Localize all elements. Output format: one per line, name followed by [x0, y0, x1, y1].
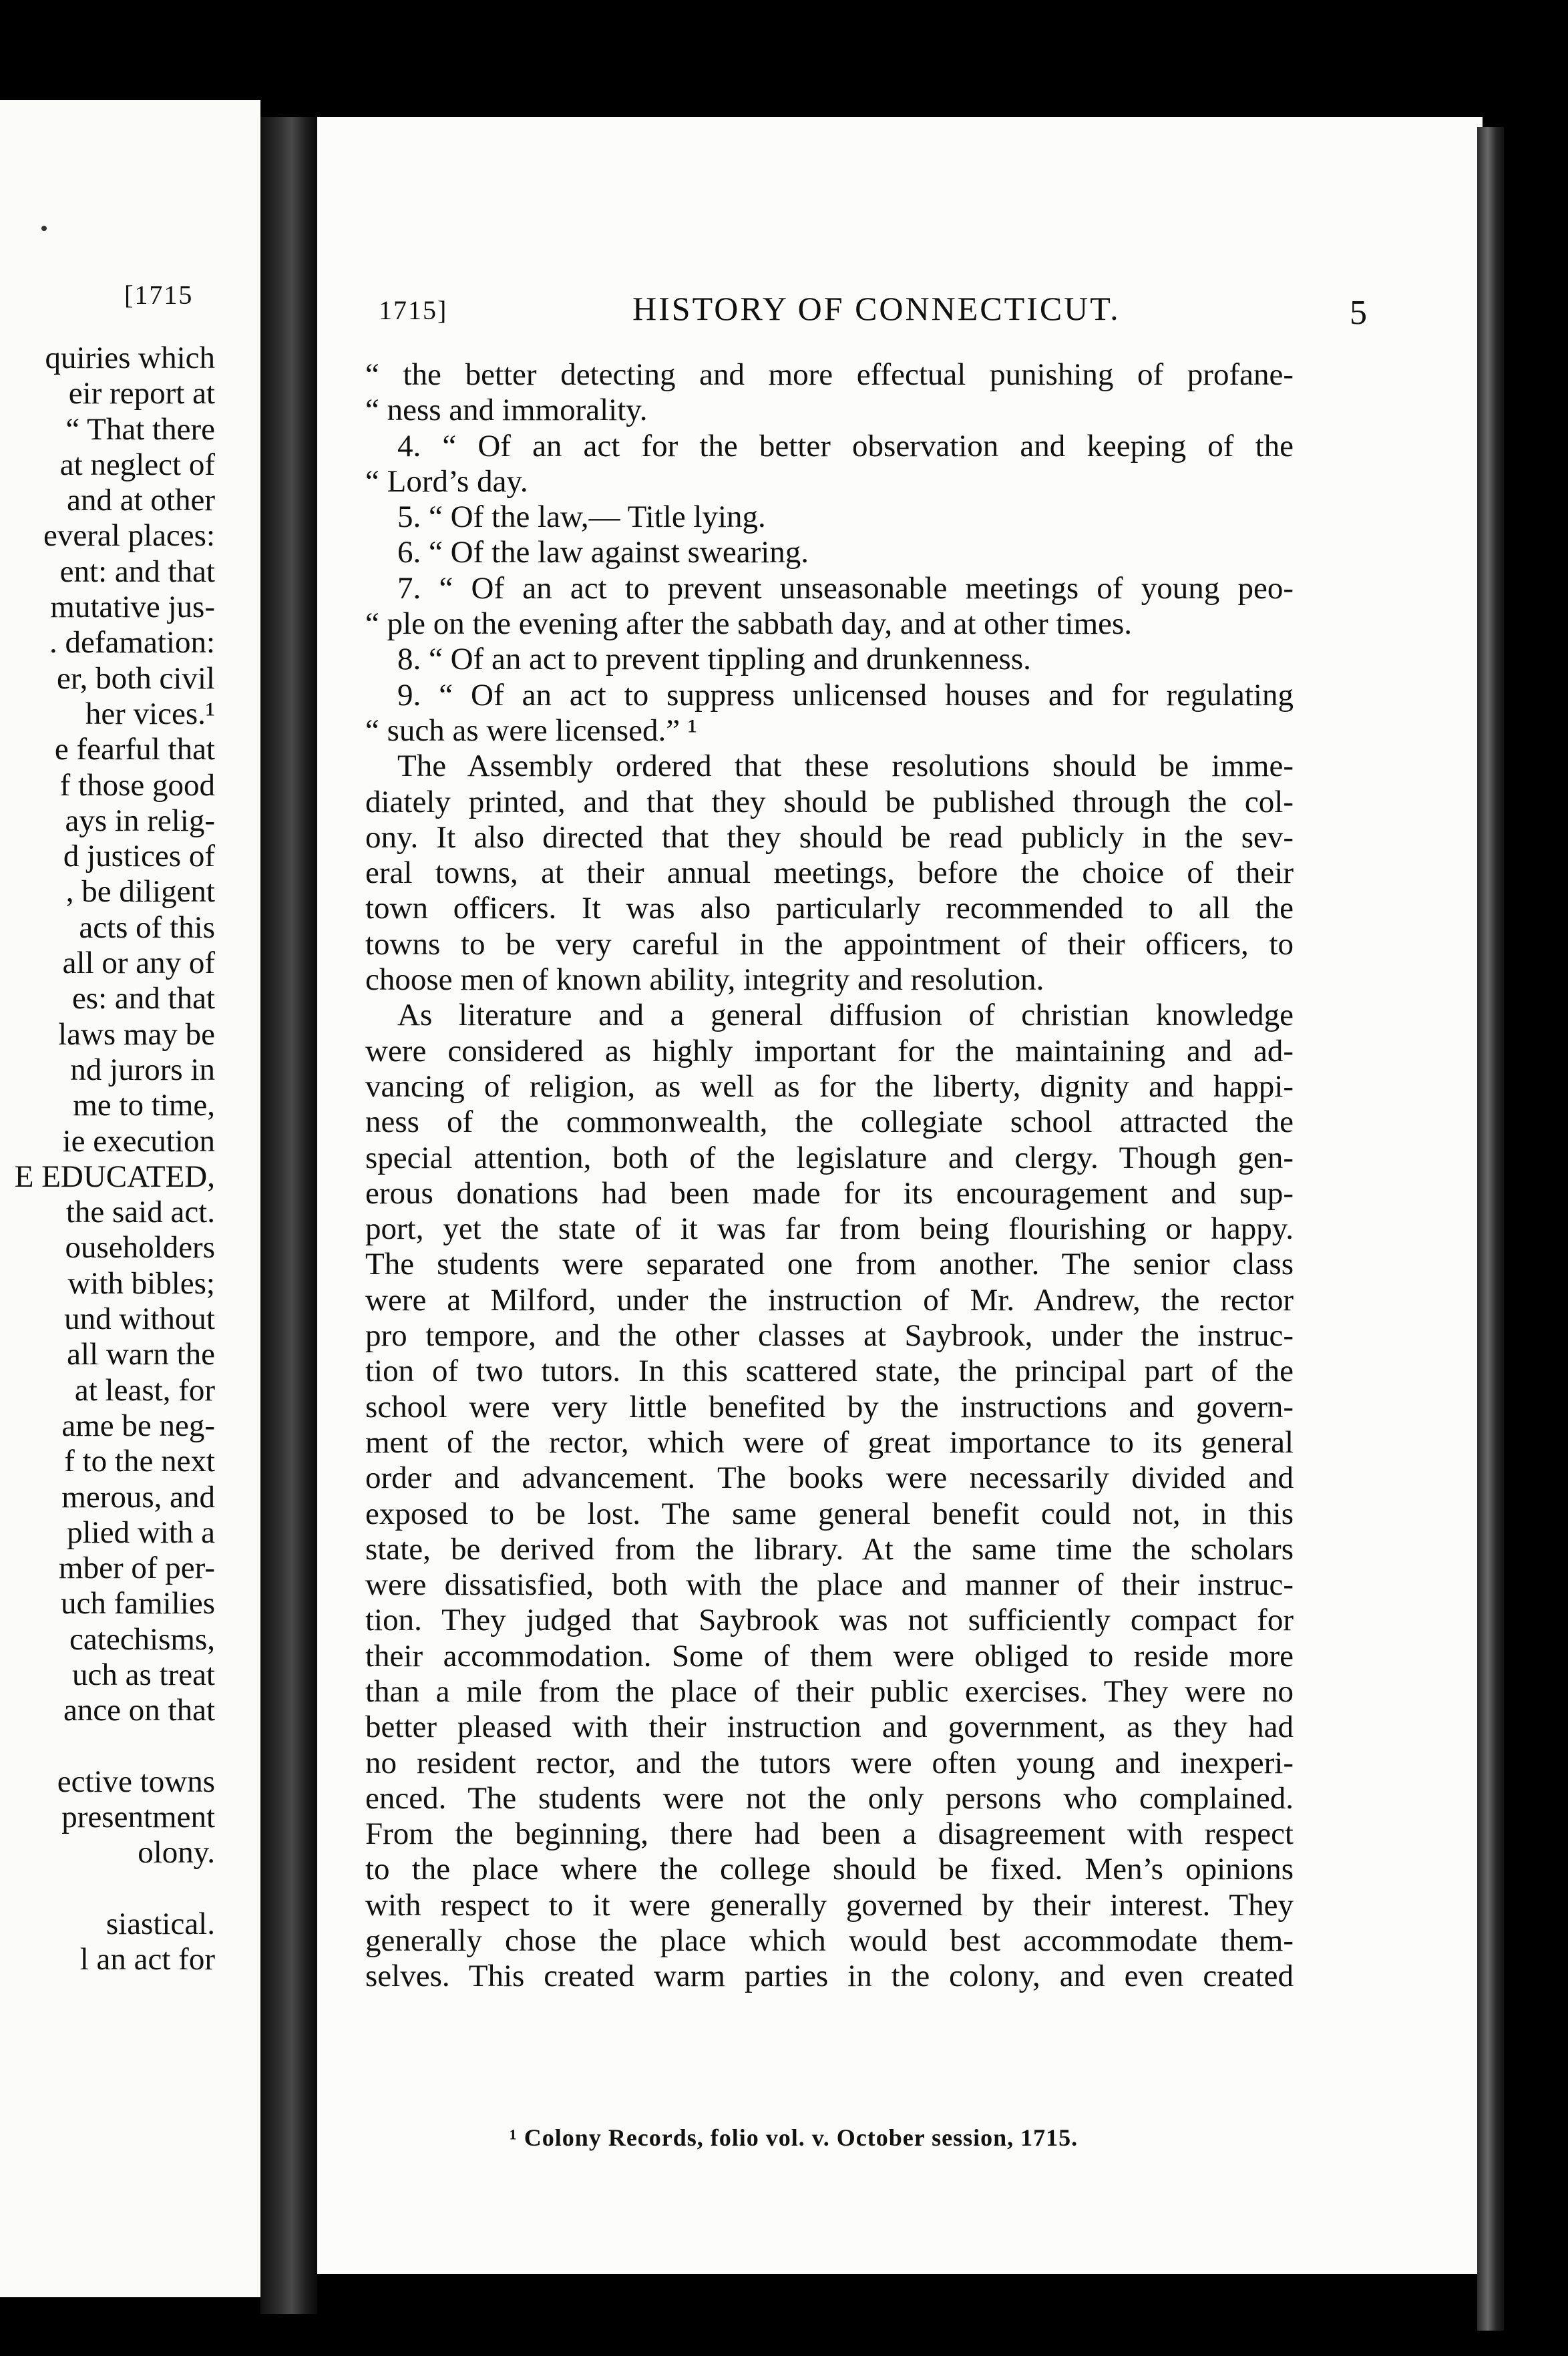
left-text-line: e fearful that [54, 732, 215, 767]
left-text-line: all or any of [62, 946, 215, 981]
left-text-line: catechisms, [69, 1621, 215, 1657]
running-head-title: HISTORY OF CONNECTICUT. [632, 290, 1121, 327]
text-line: were considered as highly important for the maintaining and ad- [365, 1033, 1294, 1068]
left-text-line: plied with a [67, 1515, 215, 1550]
left-text-line: , be diligent [65, 874, 215, 910]
left-text-line: mutative jus- [50, 590, 215, 625]
text-line: better pleased with their instruction and government, as they had [365, 1710, 1294, 1745]
left-text-line: ouseholders [65, 1230, 215, 1265]
left-text-line: ance on that [63, 1693, 215, 1728]
text-line: “ ple on the evening after the sabbath day, and at other times. [365, 606, 1133, 642]
left-text-line: olony. [138, 1835, 215, 1871]
text-line: 4. “ Of an act for the better observation and keeping of the [397, 428, 1294, 463]
text-line: The students were separated one from another. The senior class [365, 1247, 1294, 1282]
left-text-line: “ That there [65, 411, 215, 447]
left-text-line: the said act. [65, 1195, 215, 1230]
body-text [365, 357, 1294, 1995]
running-head [379, 289, 1367, 332]
left-text-line: presentment [61, 1800, 215, 1835]
left-text-line: ie execution [62, 1123, 215, 1159]
text-line: school were very little benefited by the instructions and govern- [365, 1389, 1294, 1424]
left-text-line: d justices of [63, 839, 215, 874]
left-text-line: me to time, [73, 1088, 215, 1123]
left-text-line: uch families [60, 1586, 215, 1621]
left-text-line: E EDUCATED, [14, 1159, 215, 1194]
ink-speck [41, 226, 47, 231]
left-text-line [15, 1871, 215, 1907]
left-text-line: . defamation: [49, 625, 215, 660]
left-page [0, 100, 260, 2297]
page-edges [1477, 127, 1504, 2331]
text-line: diately printed, and that they should be published through the col- [365, 784, 1294, 819]
left-text-line: siastical. [106, 1907, 215, 1942]
text-line: selves. This created warm parties in the colony, and even created [365, 1959, 1294, 1994]
text-line: special attention, both of the legislature and clergy. Though gen- [365, 1140, 1294, 1175]
left-text-line: f to the next [64, 1444, 215, 1479]
left-text-line: acts of this [79, 910, 215, 945]
left-text-line: ame be neg- [61, 1408, 215, 1443]
left-text-line: eir report at [68, 376, 215, 411]
text-line: “ the better detecting and more effectual punishing of profane- [365, 357, 1294, 392]
book-gutter [260, 117, 317, 2314]
left-text-line: with bibles; [67, 1265, 215, 1301]
left-text-line: er, both civil [57, 660, 215, 696]
left-text-line: and at other [67, 483, 215, 518]
text-line: their accommodation. Some of them were obliged to reside more [365, 1638, 1294, 1674]
text-line: were at Milford, under the instruction of Mr. Andrew, the rector [365, 1282, 1294, 1318]
text-line: 5. “ Of the law,— Title lying. [397, 500, 766, 535]
text-line: tion of two tutors. In this scattered state, the principal part of the [365, 1354, 1294, 1389]
left-text-line: everal places: [43, 518, 215, 554]
text-line: towns to be very careful in the appointment of their officers, to [365, 926, 1294, 962]
left-text-line: her vices.¹ [85, 696, 215, 731]
left-running-head: [1715 [124, 280, 194, 310]
text-line: From the beginning, there had been a disagreement with respect [365, 1816, 1294, 1852]
text-line: exposed to be lost. The same general benefit could not, in this [365, 1496, 1294, 1531]
text-line: pro tempore, and the other classes at Saybrook, under the instruc- [365, 1318, 1294, 1354]
text-line: state, be derived from the library. At the same time the scholars [365, 1531, 1294, 1567]
running-head-year: 1715] [379, 295, 448, 325]
text-line: 6. “ Of the law against swearing. [397, 535, 809, 570]
left-text-line: ays in relig- [65, 803, 215, 838]
text-line: choose men of known ability, integrity and resolution. [365, 962, 1044, 998]
text-line: As literature and a general diffusion of christian knowledge [397, 998, 1294, 1033]
left-text-line: at neglect of [59, 447, 215, 482]
left-text-line: quiries which [45, 341, 215, 375]
left-text-line: uch as treat [71, 1657, 215, 1692]
text-line: to the place where the college should be fixed. Men’s opinions [365, 1852, 1294, 1887]
left-text-line: all warn the [67, 1337, 215, 1372]
text-line: “ ness and immorality. [365, 393, 648, 428]
left-text-line: at least, for [74, 1372, 215, 1408]
text-line: order and advancement. The books were necessarily divided and [365, 1460, 1294, 1496]
text-line: eral towns, at their annual meetings, before the choice of their [365, 855, 1294, 891]
page-number: 5 [1350, 294, 1367, 332]
text-line: town officers. It was also particularly recommended to all the [365, 891, 1294, 926]
left-text-line: und without [64, 1302, 215, 1337]
text-line: no resident rector, and the tutors were often young and inexperi- [365, 1745, 1294, 1780]
text-line: “ Lord’s day. [365, 463, 528, 499]
text-line: The Assembly ordered that these resolutions should be imme- [397, 749, 1294, 784]
left-text-line: ent: and that [59, 554, 215, 589]
left-text-line: f those good [59, 767, 215, 803]
right-page [317, 117, 1483, 2274]
text-line: port, yet the state of it was far from being flourishing or happy. [365, 1211, 1294, 1247]
text-line: with respect to it were generally governed by their interest. They [365, 1887, 1294, 1923]
left-page-text [15, 341, 215, 1978]
text-line: 7. “ Of an act to prevent unseasonable meetings of young peo- [397, 570, 1294, 606]
text-line: than a mile from the place of their public exercises. They were no [365, 1674, 1294, 1709]
left-text-line: l an act for [79, 1942, 215, 1977]
text-line: enced. The students were not the only persons who complained. [365, 1780, 1294, 1816]
text-line: erous donations had been made for its encouragement and sup- [365, 1175, 1294, 1211]
text-line: “ such as were licensed.” ¹ [365, 713, 697, 748]
text-line: 9. “ Of an act to suppress unlicensed houses and for regulating [397, 677, 1294, 713]
text-line: ony. It also directed that they should be read publicly in the sev- [365, 819, 1294, 855]
left-text-line: es: and that [71, 981, 215, 1016]
left-text-line: ective towns [57, 1764, 215, 1799]
text-line: ness of the commonwealth, the collegiate school attracted the [365, 1105, 1294, 1140]
text-line: generally chose the place which would best accommodate them- [365, 1923, 1294, 1959]
text-line: were dissatisfied, both with the place and manner of their instruc- [365, 1567, 1294, 1603]
text-line: tion. They judged that Saybrook was not sufficiently compact for [365, 1603, 1294, 1638]
text-line: vancing of religion, as well as for the liberty, dignity and happi- [365, 1068, 1294, 1104]
text-line: 8. “ Of an act to prevent tippling and drunkenness. [397, 642, 1031, 677]
left-text-line: merous, and [61, 1479, 215, 1515]
left-text-line: laws may be [58, 1016, 215, 1052]
text-line: ment of the rector, which were of great importance to its general [365, 1424, 1294, 1460]
left-text-line: nd jurors in [70, 1052, 215, 1087]
left-text-line: mber of per- [59, 1551, 215, 1586]
footnote: ¹ Colony Records, folio vol. v. October session, 1715. [510, 2124, 1079, 2151]
left-text-line [15, 1729, 215, 1764]
